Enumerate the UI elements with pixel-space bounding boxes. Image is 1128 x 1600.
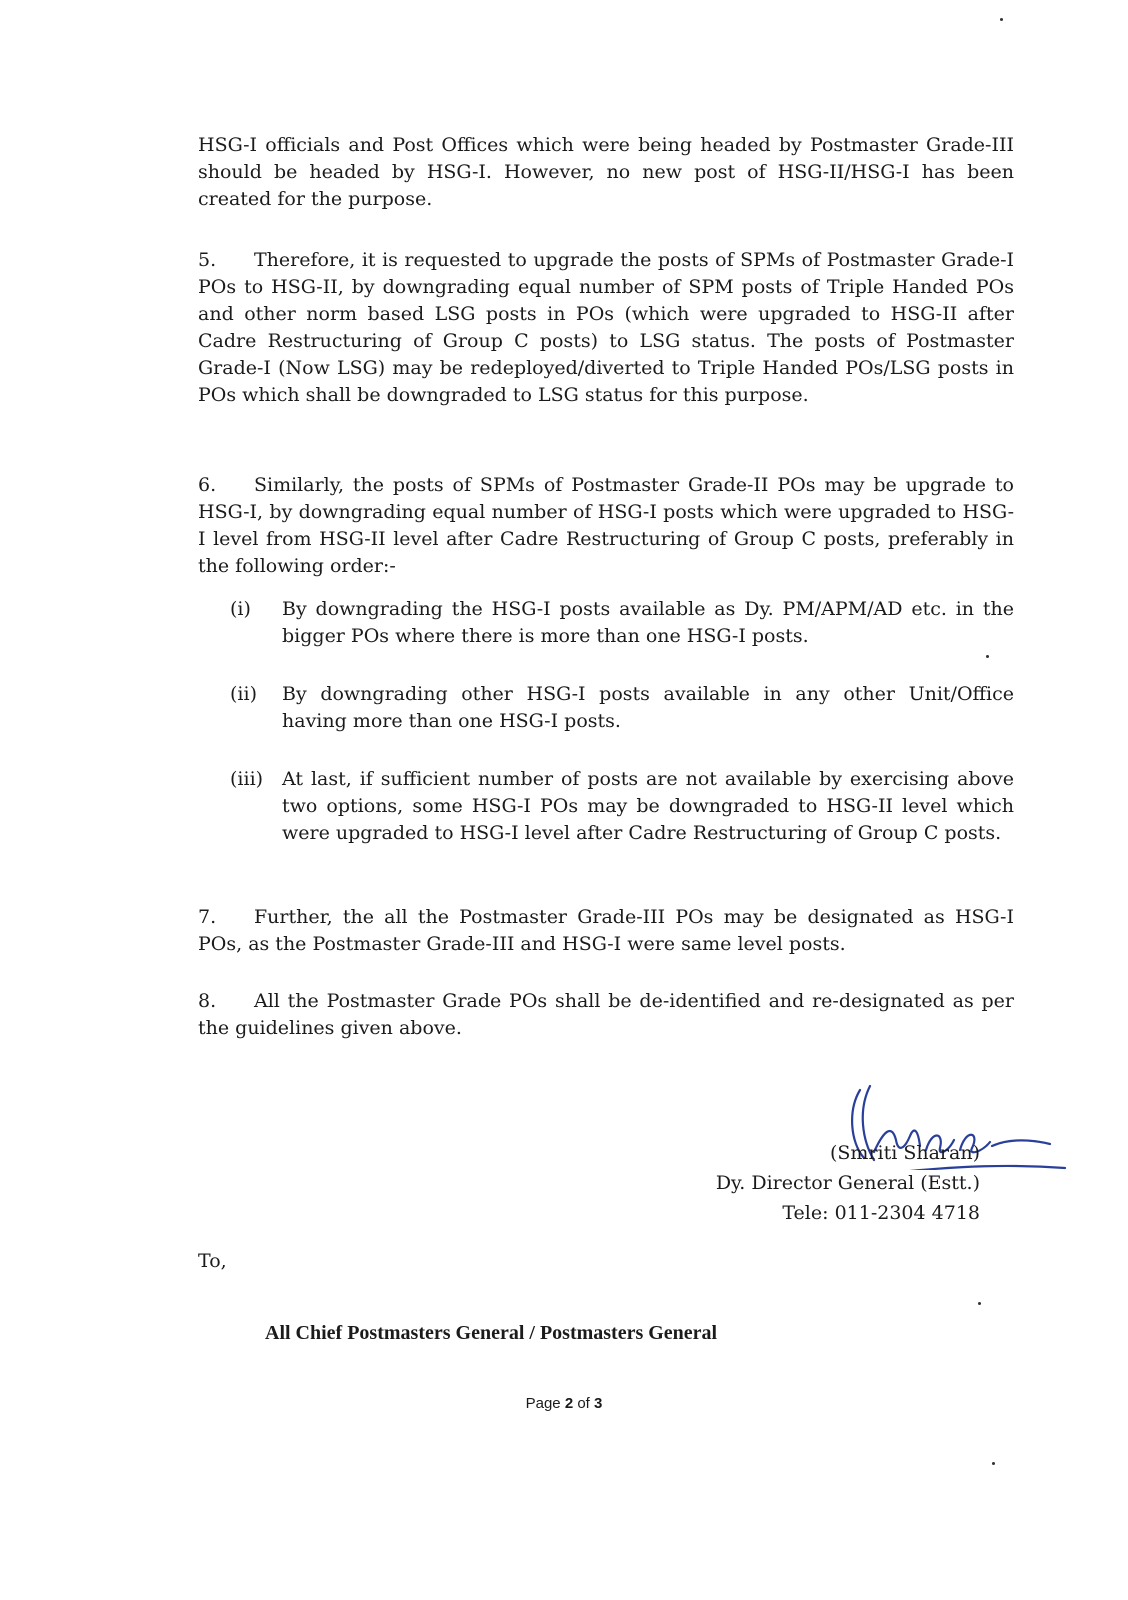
option-label: (i) [230, 598, 251, 620]
paragraph-number: 5. [198, 249, 217, 271]
option-i [230, 596, 1014, 650]
paragraph-number: 7. [198, 906, 217, 928]
option-iii [230, 766, 1014, 847]
paragraph-text: Therefore, it is requested to upgrade the posts of SPMs of Postmaster Grade-I POs to HSG-II, by downgrading equal number of SPM posts of Triple Handed POs and other norm based LSG posts in POs (which were upgraded to HSG-II after Cadre Restructuring of Group C posts) to LSG status. The posts of Postmaster Grade-I (Now LSG) may be redeployed/diverted to Triple Handed POs/LSG posts in POs which shall be downgraded to LSG status for this purpose. [198, 249, 1014, 406]
option-text: At last, if sufficient number of posts are not available by exercising above two options, some HSG-I POs may be downgraded to HSG-II level which were upgraded to HSG-I level after Cadre Restructuring of Group C posts. [282, 768, 1014, 844]
scan-speck [1000, 18, 1003, 21]
footer-current-page: 2 [564, 1395, 574, 1412]
scan-speck [992, 1462, 995, 1465]
paragraph-6 [198, 472, 1014, 580]
paragraph-5 [198, 247, 1014, 409]
intro-paragraph [198, 132, 1014, 213]
paragraph-number: 8. [198, 990, 217, 1012]
scan-speck [978, 1302, 981, 1305]
signatory-designation: Dy. Director General (Estt.) [715, 1172, 980, 1194]
option-label: (iii) [230, 768, 264, 790]
intro-text: HSG-I officials and Post Offices which were being headed by Postmaster Grade-III should be headed by HSG-I. However, no new post of HSG-II/HSG-I has been created for the purpose. [198, 134, 1014, 210]
paragraph-8 [198, 988, 1014, 1042]
paragraph-text: Similarly, the posts of SPMs of Postmaster Grade-II POs may be upgrade to HSG-I, by downgrading equal number of HSG-I posts which were upgraded to HSG-I level from HSG-II level after Cadre Restructuring of Group C posts, preferably in the following order:- [198, 474, 1014, 577]
option-text: By downgrading the HSG-I posts available as Dy. PM/APM/AD etc. in the bigger POs where there is more than one HSG-I posts. [282, 598, 1014, 647]
signatory-name: (Smriti Sharan) [830, 1142, 980, 1164]
option-ii [230, 681, 1014, 735]
option-text: By downgrading other HSG-I posts available in any other Unit/Office having more than one HSG-I posts. [282, 683, 1014, 732]
recipient-address: All Chief Postmasters General / Postmasters General [265, 1322, 718, 1344]
signature-block [680, 1080, 1060, 1230]
page-footer [0, 1395, 1128, 1412]
paragraph-text: All the Postmaster Grade POs shall be de-identified and re-designated as per the guidelines given above. [198, 990, 1014, 1039]
paragraph-text: Further, the all the Postmaster Grade-III POs may be designated as HSG-I POs, as the Postmaster Grade-III and HSG-I were same level posts. [198, 906, 1014, 955]
paragraph-number: 6. [198, 474, 217, 496]
paragraph-7 [198, 904, 1014, 958]
signatory-phone: Tele: 011-2304 4718 [782, 1202, 980, 1224]
scan-speck [986, 655, 989, 658]
footer-page-word: Page [525, 1395, 561, 1412]
option-label: (ii) [230, 683, 257, 705]
footer-of-word: of [577, 1395, 590, 1412]
footer-total-pages: 3 [594, 1395, 603, 1412]
to-label: To, [198, 1250, 227, 1272]
